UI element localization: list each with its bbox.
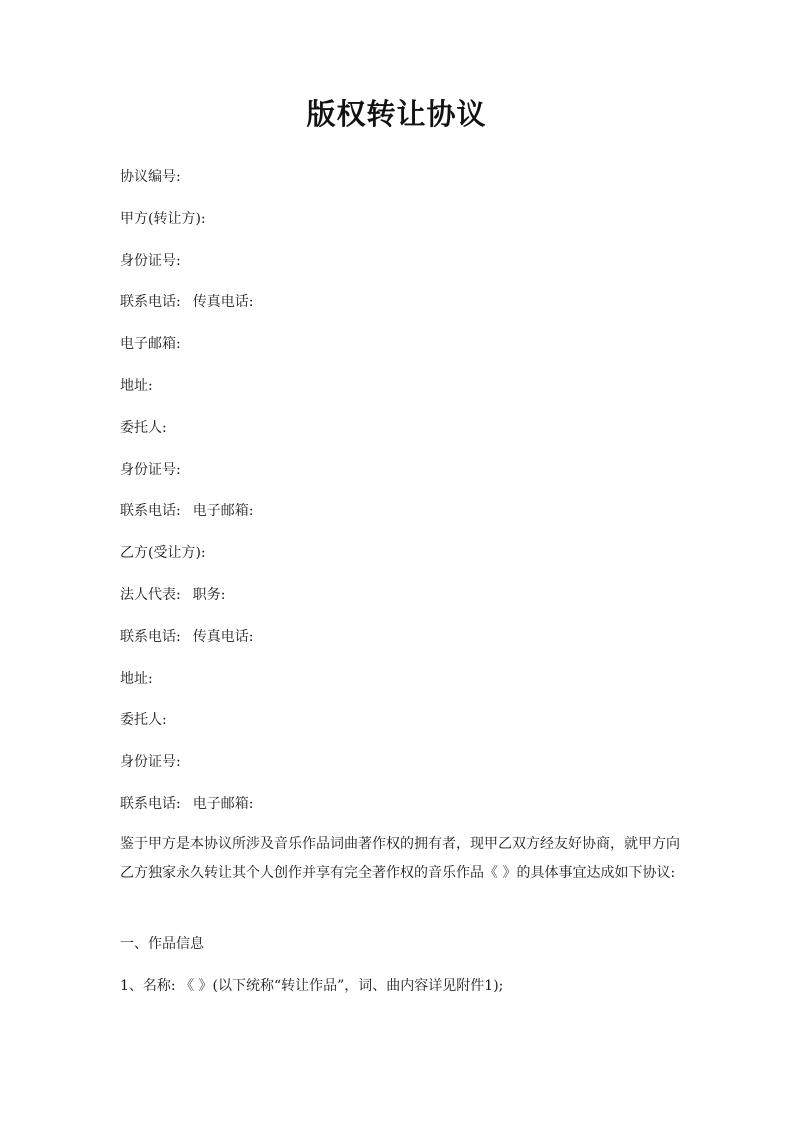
party-a-address-label: 地址: bbox=[120, 377, 153, 394]
party-b-fax-label: 传真电话: bbox=[192, 628, 254, 645]
party-a-agent-id-label: 身份证号: bbox=[120, 461, 181, 478]
party-b-address-label: 地址: bbox=[120, 670, 153, 687]
agreement-number-line bbox=[120, 167, 680, 187]
section-1-heading: 一、作品信息 bbox=[120, 936, 204, 952]
party-a-fax-label: 传真电话: bbox=[192, 294, 254, 311]
party-a-id-line bbox=[120, 251, 680, 271]
party-b-agent-email-label: 电子邮箱: bbox=[192, 795, 254, 812]
party-b-agent-contact-line bbox=[120, 794, 680, 814]
party-b-line bbox=[120, 543, 680, 563]
party-b-position-label: 职务: bbox=[192, 586, 226, 603]
party-b-agent-phone-label: 联系电话: bbox=[120, 795, 181, 812]
agreement-number-label: 协议编号: bbox=[120, 169, 181, 185]
party-b-agent-label: 委托人: bbox=[120, 712, 167, 729]
party-b-rep-line bbox=[120, 585, 680, 605]
party-a-agent-label: 委托人: bbox=[120, 419, 167, 436]
party-a-contact-line bbox=[120, 292, 680, 312]
document-title: 版权转让协议 bbox=[306, 97, 487, 131]
party-b-agent-id-label: 身份证号: bbox=[120, 754, 181, 771]
party-a-label: 甲方(转让方): bbox=[120, 210, 206, 227]
party-b-contact-line bbox=[120, 627, 680, 647]
party-a-line bbox=[120, 209, 680, 229]
party-a-email-label: 电子邮箱: bbox=[120, 336, 181, 353]
party-info-fields bbox=[120, 167, 680, 836]
party-a-id-label: 身份证号: bbox=[120, 252, 181, 269]
party-b-phone-label: 联系电话: bbox=[120, 628, 181, 645]
party-a-agent-phone-label: 联系电话: bbox=[120, 503, 181, 520]
party-a-phone-label: 联系电话: bbox=[120, 294, 181, 311]
party-b-rep-label: 法人代表: bbox=[120, 586, 181, 603]
preamble-paragraph: 鉴于甲方是本协议所涉及音乐作品词曲著作权的拥有者，现甲乙双方经友好协商，就甲方向乙方独家永久转让其个人创作并享有完全著作权的音乐作品《 》的具体事宜达成如下协议: bbox=[120, 836, 680, 881]
party-b-agent-id-line bbox=[120, 752, 680, 772]
party-b-label: 乙方(受让方): bbox=[120, 545, 206, 562]
party-a-agent-contact-line bbox=[120, 501, 680, 521]
party-a-address-line bbox=[120, 376, 680, 396]
item-1-name: 1、名称: 《 》(以下统称“转让作品”，词、曲内容详见附件1); bbox=[120, 978, 504, 994]
party-a-agent-id-line bbox=[120, 460, 680, 480]
party-b-agent-line bbox=[120, 710, 680, 730]
party-a-agent-email-label: 电子邮箱: bbox=[192, 503, 254, 520]
party-a-agent-line bbox=[120, 418, 680, 438]
party-b-address-line bbox=[120, 669, 680, 689]
party-a-email-line bbox=[120, 334, 680, 354]
